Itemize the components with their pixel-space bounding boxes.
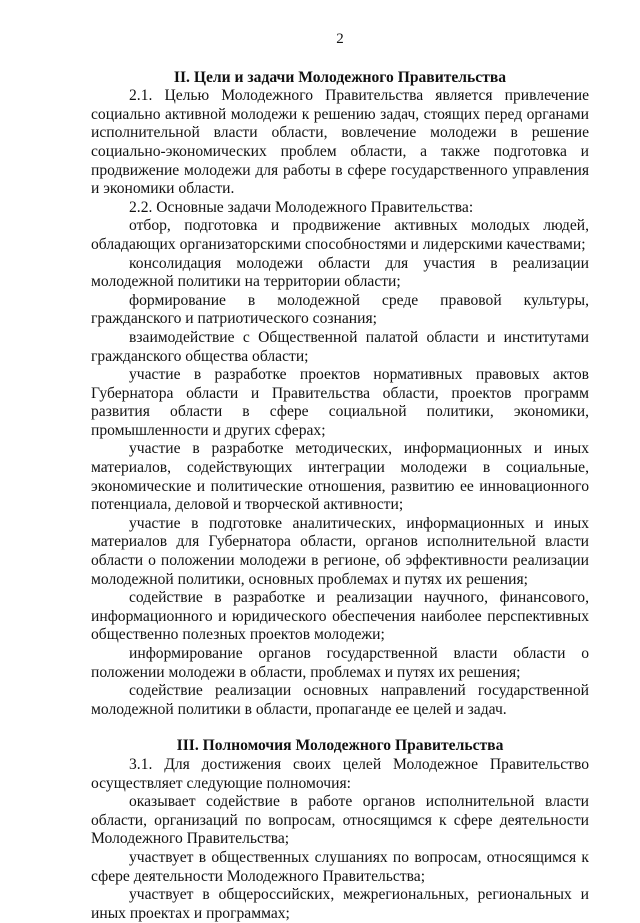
task-item-interaction: взаимодействие с Общественной палатой области и институтами гражданского общества области; <box>91 328 589 365</box>
page-number: 2 <box>336 31 344 47</box>
task-item-project-support: содействие в разработке и реализации научного, финансового, информационного и юридического обеспечения наиболее перспективных общественно полезных проектов молодежи; <box>91 589 589 644</box>
task-item-draft-acts: участие в разработке проектов нормативных правовых актов Губернатора области и Правительства области, проектов программ развития области в сфере социальной политики, экономики, промышленности и других сферах; <box>91 366 589 439</box>
task-item-analytical-materials: участие в подготовке аналитических, информационных и иных материалов для Губернатора области, органов исполнительной власти области о положении молодежи в регионе, об эффективности реализации молодежной политики, основных проблемах и путях их решения; <box>91 514 589 588</box>
power-item-assistance: оказывает содействие в работе органов исполнительной власти области, организаций по вопросам, относящимся к сфере деятельности Молодежного Правительства; <box>91 793 589 848</box>
power-item-public-hearings: участвует в общественных слушаниях по вопросам, относящимся к сфере деятельности Молодежного Правительства; <box>91 848 589 885</box>
section-goals <box>91 69 589 720</box>
paragraph-2-2: 2.2. Основные задачи Молодежного Правительства: <box>129 198 474 216</box>
paragraph-3-1: 3.1. Для достижения своих целей Молодежное Правительство осуществляет следующие полномочия: <box>91 755 589 792</box>
task-item-methodical-materials: участие в разработке методических, информационных и иных материалов, содействующих интеграции молодежи в социальные, экономические и политические отношения, развитию ее инновационного потенциала, деловой и творческой активности; <box>91 440 589 514</box>
task-item-legal-culture: формирование в молодежной среде правовой культуры, гражданского и патриотического сознания; <box>91 291 589 328</box>
task-item-selection: отбор, подготовка и продвижение активных молодых людей, обладающих организаторскими способностями и лидерскими качествами; <box>91 217 589 253</box>
paragraph-2-1: 2.1. Целью Молодежного Правительства является привлечение социально активной молодежи к решению задач, стоящих перед органами исполнительной власти области, вовлечение молодежи в решение социально-экономических проблем области, а также подготовка и продвижение молодежи для работы в сфере государственного управления и экономики области. <box>91 87 589 198</box>
section-powers <box>91 737 589 923</box>
document-page <box>91 30 589 923</box>
task-item-policy-promotion: содействие реализации основных направлений государственной молодежной политики в области, пропаганде ее целей и задач. <box>91 682 589 718</box>
power-item-projects: участвует в общероссийских, межрегиональных, региональных и иных проектах и программах; <box>91 886 589 922</box>
section-heading-powers: III. Полномочия Молодежного Правительства <box>176 737 504 755</box>
section-heading-goals: II. Цели и задачи Молодежного Правительства <box>173 68 507 86</box>
section-spacer <box>91 719 589 737</box>
task-item-consolidation: консолидация молодежи области для участия в реализации молодежной политики на территории области; <box>91 254 589 291</box>
task-item-informing: информирование органов государственной власти области о положении молодежи в области, проблемах и путях их решения; <box>91 645 589 681</box>
